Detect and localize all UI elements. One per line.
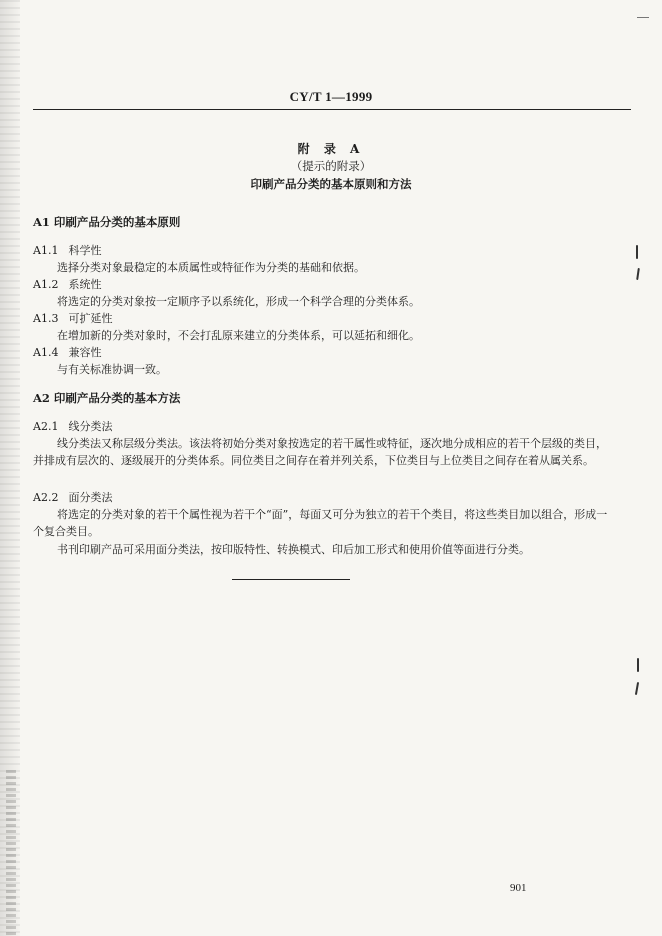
item-number: A1.2 (33, 278, 59, 291)
item-a1-2-heading (33, 276, 102, 292)
standard-code-header: CY/T 1—1999 (289, 89, 373, 104)
item-a2-2-text: 将选定的分类对象的若干个属性视为若干个“面”，每面又可分为独立的若干个类目，将这些类目加以组合，形成一个复合类目。 (33, 508, 608, 538)
section-a2-title: A2 印刷产品分类的基本方法 (33, 391, 181, 405)
scan-mark-top (637, 17, 649, 18)
section-a1-title: A1 印刷产品分类的基本原则 (33, 215, 181, 229)
item-a2-1-heading (33, 418, 113, 434)
item-a1-3-text: 在增加新的分类对象时，不会打乱原来建立的分类体系，可以延拓和细化。 (57, 329, 420, 342)
item-a1-3-heading (33, 310, 113, 326)
item-number: A1.1 (33, 244, 59, 257)
item-number: A2.1 (33, 420, 59, 433)
item-a1-4-text: 与有关标准协调一致。 (57, 363, 167, 376)
binding-mark (636, 268, 640, 280)
item-number: A1.4 (33, 346, 59, 359)
binding-mark (637, 658, 639, 672)
header-rule (33, 109, 631, 110)
item-a2-1-text: 线分类法又称层级分类法。该法将初始分类对象按选定的若干属性或特征，逐次地分成相应的若干个层级的类目，并排成有层次的、逐级展开的分类体系。同位类目之间存在着并列关系，下位类目与上位类目之间存在着从属关系。 (33, 437, 607, 467)
item-a1-4-heading (33, 344, 102, 360)
binding-mark (636, 245, 638, 259)
binding-mark (635, 682, 639, 695)
page-number: 901 (510, 882, 527, 894)
end-rule (232, 579, 350, 580)
item-a1-2-text: 将选定的分类对象按一定顺序予以系统化，形成一个科学合理的分类体系。 (57, 295, 420, 308)
item-title: 科学性 (68, 244, 102, 257)
scan-edge-noise-lower (6, 770, 16, 936)
closing-paragraph: 书刊印刷产品可采用面分类法，按印版特性、转换模式、印后加工形式和使用价值等面进行分类。 (57, 543, 530, 556)
item-number: A1.3 (33, 312, 59, 325)
appendix-note: （提示的附录） (290, 159, 372, 173)
item-title: 面分类法 (68, 491, 113, 504)
appendix-name: 印刷产品分类的基本原则和方法 (250, 177, 412, 191)
item-title: 系统性 (68, 278, 102, 291)
item-a1-1-text: 选择分类对象最稳定的本质属性或特征作为分类的基础和依据。 (57, 261, 365, 274)
item-title: 可扩延性 (68, 312, 113, 325)
item-number: A2.2 (33, 491, 59, 504)
item-title: 线分类法 (68, 420, 113, 433)
item-a1-1-heading (33, 242, 102, 258)
item-a2-2-heading (33, 489, 113, 505)
appendix-title: 附 录 A (297, 142, 365, 156)
item-title: 兼容性 (68, 346, 102, 359)
